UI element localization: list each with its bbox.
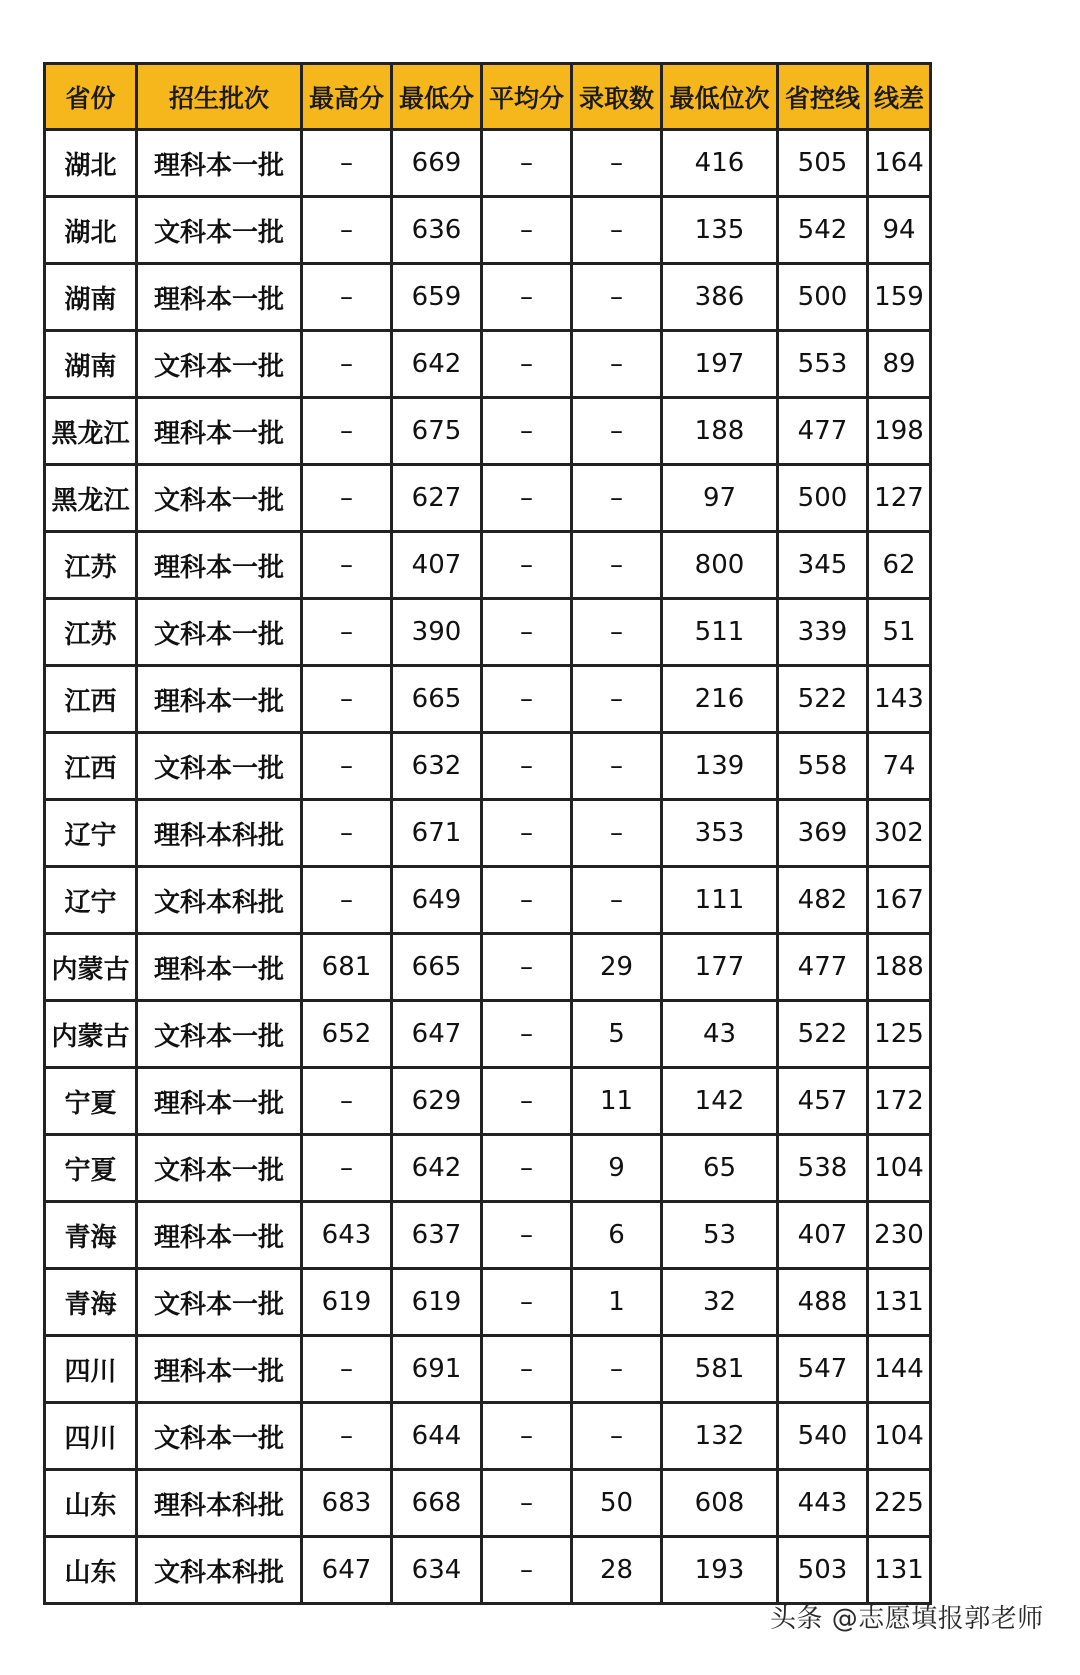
cell-batch: 文科本一批 (137, 197, 302, 264)
cell-line-diff: 172 (868, 1068, 931, 1135)
table-row (45, 532, 931, 599)
cell-batch: 文科本科批 (137, 867, 302, 934)
cell-province: 山东 (45, 1537, 137, 1604)
cell-avg-score: – (482, 398, 572, 465)
header-min-rank: 最低位次 (662, 64, 778, 130)
cell-min-score: 665 (392, 666, 482, 733)
cell-province: 湖南 (45, 264, 137, 331)
cell-line-diff: 302 (868, 800, 931, 867)
cell-min-rank: 511 (662, 599, 778, 666)
cell-province: 江苏 (45, 532, 137, 599)
cell-control-line: 547 (778, 1336, 868, 1403)
cell-line-diff: 127 (868, 465, 931, 532)
cell-control-line: 522 (778, 666, 868, 733)
cell-avg-score: – (482, 1336, 572, 1403)
cell-min-score: 636 (392, 197, 482, 264)
cell-province: 辽宁 (45, 800, 137, 867)
cell-line-diff: 62 (868, 532, 931, 599)
cell-admitted-count: 9 (572, 1135, 662, 1202)
cell-line-diff: 125 (868, 1001, 931, 1068)
admission-table-container (43, 62, 932, 1605)
cell-avg-score: – (482, 666, 572, 733)
cell-min-score: 407 (392, 532, 482, 599)
cell-max-score: – (302, 733, 392, 800)
cell-avg-score: – (482, 599, 572, 666)
table-row (45, 398, 931, 465)
cell-admitted-count: – (572, 666, 662, 733)
cell-max-score: 619 (302, 1269, 392, 1336)
cell-admitted-count: – (572, 733, 662, 800)
cell-province: 内蒙古 (45, 1001, 137, 1068)
cell-avg-score: – (482, 331, 572, 398)
cell-batch: 理科本一批 (137, 1068, 302, 1135)
cell-province: 四川 (45, 1403, 137, 1470)
cell-control-line: 369 (778, 800, 868, 867)
table-body (45, 130, 931, 1604)
cell-min-rank: 581 (662, 1336, 778, 1403)
cell-admitted-count: 1 (572, 1269, 662, 1336)
cell-province: 宁夏 (45, 1135, 137, 1202)
cell-control-line: 443 (778, 1470, 868, 1537)
cell-avg-score: – (482, 1135, 572, 1202)
cell-line-diff: 131 (868, 1537, 931, 1604)
table-row (45, 1135, 931, 1202)
table-row (45, 197, 931, 264)
cell-line-diff: 159 (868, 264, 931, 331)
cell-admitted-count: – (572, 465, 662, 532)
cell-control-line: 542 (778, 197, 868, 264)
cell-control-line: 505 (778, 130, 868, 197)
cell-batch: 文科本一批 (137, 1403, 302, 1470)
cell-line-diff: 188 (868, 934, 931, 1001)
cell-batch: 理科本一批 (137, 1336, 302, 1403)
cell-admitted-count: 29 (572, 934, 662, 1001)
cell-province: 山东 (45, 1470, 137, 1537)
cell-line-diff: 74 (868, 733, 931, 800)
cell-batch: 文科本一批 (137, 599, 302, 666)
cell-control-line: 558 (778, 733, 868, 800)
cell-control-line: 339 (778, 599, 868, 666)
cell-province: 江苏 (45, 599, 137, 666)
cell-min-rank: 111 (662, 867, 778, 934)
cell-min-score: 627 (392, 465, 482, 532)
cell-control-line: 457 (778, 1068, 868, 1135)
cell-line-diff: 51 (868, 599, 931, 666)
cell-min-rank: 353 (662, 800, 778, 867)
cell-batch: 理科本科批 (137, 800, 302, 867)
cell-control-line: 500 (778, 465, 868, 532)
cell-max-score: – (302, 130, 392, 197)
cell-min-score: 671 (392, 800, 482, 867)
cell-line-diff: 144 (868, 1336, 931, 1403)
cell-max-score: – (302, 867, 392, 934)
cell-min-score: 644 (392, 1403, 482, 1470)
cell-batch: 理科本一批 (137, 934, 302, 1001)
cell-batch: 理科本一批 (137, 264, 302, 331)
cell-line-diff: 167 (868, 867, 931, 934)
cell-province: 黑龙江 (45, 398, 137, 465)
cell-max-score: – (302, 800, 392, 867)
cell-line-diff: 198 (868, 398, 931, 465)
header-admitted-count: 录取数 (572, 64, 662, 130)
cell-min-rank: 608 (662, 1470, 778, 1537)
cell-min-rank: 188 (662, 398, 778, 465)
cell-min-score: 634 (392, 1537, 482, 1604)
cell-batch: 理科本一批 (137, 1202, 302, 1269)
cell-max-score: 643 (302, 1202, 392, 1269)
table-row (45, 666, 931, 733)
cell-max-score: – (302, 465, 392, 532)
cell-min-rank: 139 (662, 733, 778, 800)
cell-province: 黑龙江 (45, 465, 137, 532)
cell-admitted-count: – (572, 1403, 662, 1470)
cell-max-score: 647 (302, 1537, 392, 1604)
header-max-score: 最高分 (302, 64, 392, 130)
cell-avg-score: – (482, 733, 572, 800)
cell-min-score: 642 (392, 1135, 482, 1202)
cell-batch: 文科本一批 (137, 1135, 302, 1202)
cell-avg-score: – (482, 264, 572, 331)
cell-max-score: – (302, 1403, 392, 1470)
cell-min-rank: 32 (662, 1269, 778, 1336)
cell-line-diff: 104 (868, 1135, 931, 1202)
cell-line-diff: 230 (868, 1202, 931, 1269)
cell-control-line: 522 (778, 1001, 868, 1068)
cell-max-score: 681 (302, 934, 392, 1001)
cell-control-line: 407 (778, 1202, 868, 1269)
cell-min-score: 659 (392, 264, 482, 331)
cell-province: 宁夏 (45, 1068, 137, 1135)
cell-avg-score: – (482, 130, 572, 197)
cell-batch: 文科本一批 (137, 733, 302, 800)
table-row (45, 1001, 931, 1068)
cell-batch: 文科本一批 (137, 331, 302, 398)
watermark-text: 头条 @志愿填报郭老师 (770, 1604, 1044, 1634)
header-batch: 招生批次 (137, 64, 302, 130)
cell-avg-score: – (482, 867, 572, 934)
cell-avg-score: – (482, 1470, 572, 1537)
cell-line-diff: 143 (868, 666, 931, 733)
cell-min-score: 647 (392, 1001, 482, 1068)
cell-line-diff: 104 (868, 1403, 931, 1470)
cell-line-diff: 94 (868, 197, 931, 264)
header-min-score: 最低分 (392, 64, 482, 130)
cell-min-score: 669 (392, 130, 482, 197)
cell-admitted-count: 50 (572, 1470, 662, 1537)
cell-min-rank: 216 (662, 666, 778, 733)
cell-max-score: – (302, 1068, 392, 1135)
cell-control-line: 538 (778, 1135, 868, 1202)
cell-batch: 理科本科批 (137, 1470, 302, 1537)
cell-province: 湖北 (45, 197, 137, 264)
cell-min-score: 619 (392, 1269, 482, 1336)
table-row (45, 1269, 931, 1336)
header-province: 省份 (45, 64, 137, 130)
table-row (45, 1202, 931, 1269)
table-row (45, 264, 931, 331)
cell-min-score: 668 (392, 1470, 482, 1537)
cell-avg-score: – (482, 532, 572, 599)
cell-line-diff: 89 (868, 331, 931, 398)
table-row (45, 599, 931, 666)
cell-batch: 理科本一批 (137, 398, 302, 465)
cell-max-score: – (302, 1135, 392, 1202)
cell-avg-score: – (482, 800, 572, 867)
cell-max-score: – (302, 264, 392, 331)
cell-avg-score: – (482, 465, 572, 532)
cell-admitted-count: – (572, 867, 662, 934)
cell-province: 湖南 (45, 331, 137, 398)
cell-min-score: 390 (392, 599, 482, 666)
cell-control-line: 553 (778, 331, 868, 398)
table-row (45, 331, 931, 398)
cell-province: 湖北 (45, 130, 137, 197)
cell-min-rank: 135 (662, 197, 778, 264)
cell-control-line: 477 (778, 398, 868, 465)
cell-min-score: 691 (392, 1336, 482, 1403)
cell-admitted-count: – (572, 1336, 662, 1403)
table-row (45, 1068, 931, 1135)
cell-control-line: 540 (778, 1403, 868, 1470)
cell-min-rank: 142 (662, 1068, 778, 1135)
cell-avg-score: – (482, 1269, 572, 1336)
cell-max-score: – (302, 532, 392, 599)
cell-min-score: 675 (392, 398, 482, 465)
header-line-diff: 线差 (868, 64, 931, 130)
table-row (45, 934, 931, 1001)
cell-control-line: 477 (778, 934, 868, 1001)
cell-min-rank: 197 (662, 331, 778, 398)
cell-control-line: 345 (778, 532, 868, 599)
cell-admitted-count: – (572, 398, 662, 465)
cell-province: 辽宁 (45, 867, 137, 934)
cell-batch: 文科本一批 (137, 1269, 302, 1336)
cell-avg-score: – (482, 1202, 572, 1269)
cell-admitted-count: – (572, 331, 662, 398)
cell-batch: 文科本科批 (137, 1537, 302, 1604)
cell-province: 四川 (45, 1336, 137, 1403)
table-row (45, 733, 931, 800)
cell-min-rank: 53 (662, 1202, 778, 1269)
cell-avg-score: – (482, 1537, 572, 1604)
cell-control-line: 488 (778, 1269, 868, 1336)
cell-control-line: 503 (778, 1537, 868, 1604)
cell-max-score: – (302, 1336, 392, 1403)
cell-min-rank: 132 (662, 1403, 778, 1470)
cell-line-diff: 131 (868, 1269, 931, 1336)
cell-line-diff: 225 (868, 1470, 931, 1537)
table-row (45, 130, 931, 197)
header-control-line: 省控线 (778, 64, 868, 130)
cell-min-rank: 416 (662, 130, 778, 197)
cell-avg-score: – (482, 197, 572, 264)
cell-min-rank: 43 (662, 1001, 778, 1068)
cell-max-score: – (302, 666, 392, 733)
table-row (45, 1537, 931, 1604)
cell-min-score: 629 (392, 1068, 482, 1135)
cell-avg-score: – (482, 1403, 572, 1470)
cell-province: 青海 (45, 1202, 137, 1269)
cell-batch: 文科本一批 (137, 1001, 302, 1068)
cell-avg-score: – (482, 1068, 572, 1135)
table-row (45, 1336, 931, 1403)
cell-batch: 理科本一批 (137, 666, 302, 733)
cell-province: 内蒙古 (45, 934, 137, 1001)
cell-control-line: 482 (778, 867, 868, 934)
cell-min-rank: 65 (662, 1135, 778, 1202)
cell-admitted-count: – (572, 599, 662, 666)
cell-admitted-count: 28 (572, 1537, 662, 1604)
cell-avg-score: – (482, 1001, 572, 1068)
cell-admitted-count: 11 (572, 1068, 662, 1135)
cell-province: 江西 (45, 666, 137, 733)
cell-max-score: 652 (302, 1001, 392, 1068)
table-row (45, 1470, 931, 1537)
cell-min-rank: 97 (662, 465, 778, 532)
cell-min-score: 632 (392, 733, 482, 800)
cell-max-score: 683 (302, 1470, 392, 1537)
cell-batch: 文科本一批 (137, 465, 302, 532)
cell-line-diff: 164 (868, 130, 931, 197)
cell-avg-score: – (482, 934, 572, 1001)
cell-min-score: 637 (392, 1202, 482, 1269)
cell-min-rank: 193 (662, 1537, 778, 1604)
table-header-row (45, 64, 931, 130)
cell-max-score: – (302, 599, 392, 666)
table-row (45, 867, 931, 934)
cell-batch: 理科本一批 (137, 130, 302, 197)
cell-admitted-count: 5 (572, 1001, 662, 1068)
cell-province: 青海 (45, 1269, 137, 1336)
cell-admitted-count: – (572, 800, 662, 867)
cell-min-rank: 800 (662, 532, 778, 599)
cell-min-rank: 177 (662, 934, 778, 1001)
header-avg-score: 平均分 (482, 64, 572, 130)
cell-max-score: – (302, 331, 392, 398)
cell-max-score: – (302, 398, 392, 465)
cell-admitted-count: – (572, 130, 662, 197)
cell-batch: 理科本一批 (137, 532, 302, 599)
cell-control-line: 500 (778, 264, 868, 331)
table-row (45, 1403, 931, 1470)
table-row (45, 465, 931, 532)
cell-min-score: 649 (392, 867, 482, 934)
cell-admitted-count: – (572, 532, 662, 599)
cell-admitted-count: – (572, 264, 662, 331)
cell-admitted-count: 6 (572, 1202, 662, 1269)
cell-province: 江西 (45, 733, 137, 800)
cell-min-rank: 386 (662, 264, 778, 331)
table-row (45, 800, 931, 867)
cell-admitted-count: – (572, 197, 662, 264)
cell-min-score: 642 (392, 331, 482, 398)
admission-score-table (43, 62, 932, 1605)
cell-max-score: – (302, 197, 392, 264)
cell-min-score: 665 (392, 934, 482, 1001)
